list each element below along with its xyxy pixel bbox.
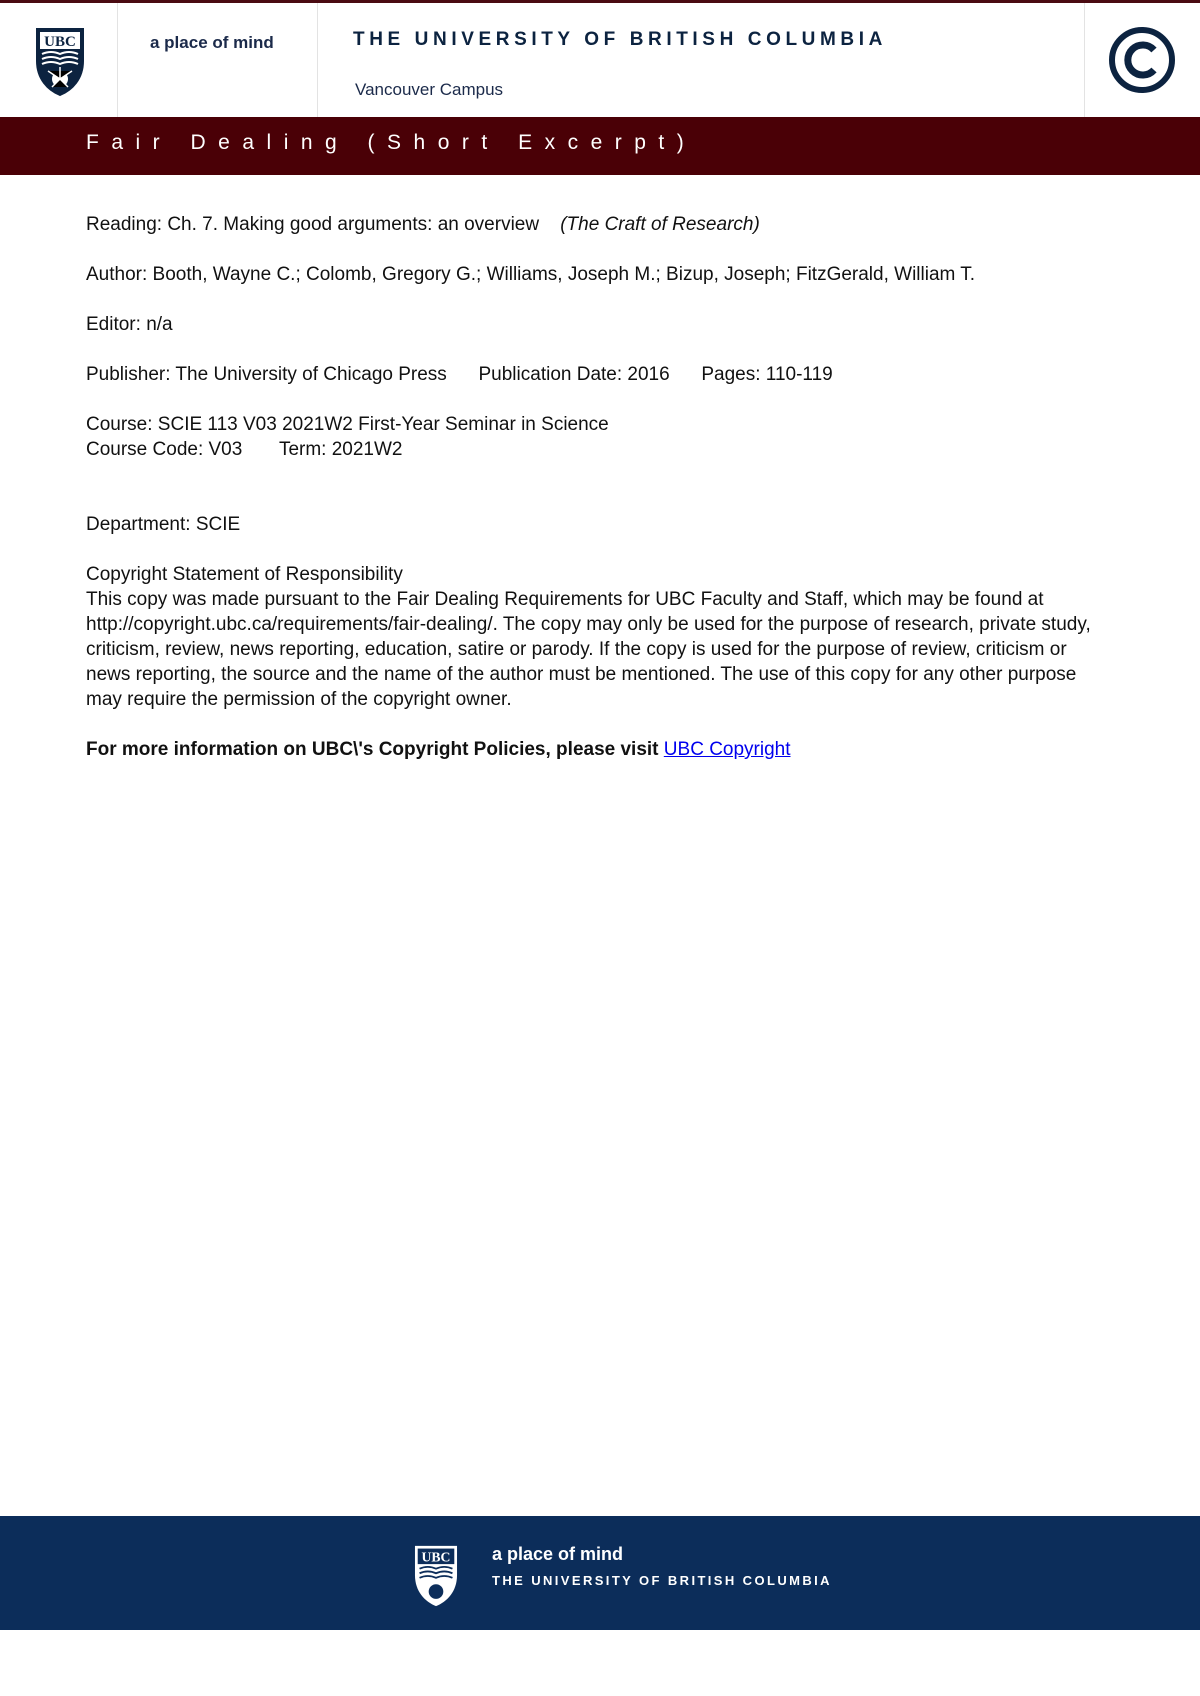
- page-footer: [0, 1516, 1200, 1630]
- copyright-statement: This copy was made pursuant to the Fair Dealing Requirements for UBC Faculty and Staff, which may be found at http://copyright.ubc.ca/requirements/fair-dealing/. The copy may only be used for the purpose of research, private study, criticism, review, news reporting, education, satire or parody. If the copy is used for the purpose of review, criticism or news reporting, the source and the name of the author must be mentioned. The use of this copy for any other purpose may require the permission of the copyright owner.: [86, 589, 1091, 710]
- crest-logo-text: UBC: [44, 34, 76, 50]
- footer-tagline: a place of mind: [492, 1544, 624, 1564]
- copyright-heading: Copyright Statement of Responsibility: [86, 564, 403, 585]
- department-line: Department: SCIE: [86, 514, 241, 535]
- reading-source: (The Craft of Research): [560, 214, 760, 235]
- campus-name: Vancouver Campus: [355, 80, 504, 99]
- header-name-cell: [317, 3, 1085, 117]
- publisher-line: [86, 362, 1116, 387]
- author-line: Author: Booth, Wayne C.; Colomb, Gregory G.; Williams, Joseph M.; Bizup, Joseph; FitzGerald, William T.: [86, 264, 976, 285]
- document-content: [86, 212, 1116, 762]
- ubc-crest-icon: [34, 27, 86, 97]
- title-banner: [0, 117, 1200, 175]
- ubc-copyright-link[interactable]: UBC Copyright: [663, 739, 791, 760]
- footer-crest-logo-text: UBC: [421, 1549, 451, 1565]
- banner-title: Fair Dealing (Short Excerpt): [86, 131, 697, 154]
- more-info-line: [86, 737, 1116, 762]
- header-logo-cell: [0, 3, 118, 117]
- editor-line: Editor: n/a: [86, 314, 173, 335]
- publisher: Publisher: The University of Chicago Press: [86, 364, 447, 385]
- reading-line: [86, 212, 1116, 237]
- pages: Pages: 110-119: [701, 364, 833, 385]
- more-info-text: For more information on UBC\'s Copyright Policies, please visit: [86, 739, 659, 760]
- publication-date: Publication Date: 2016: [478, 364, 670, 385]
- header-copyright-cell: [1084, 3, 1200, 117]
- page-header: [0, 3, 1200, 117]
- course-code: Course Code: V03: [86, 439, 243, 460]
- university-name: THE UNIVERSITY OF BRITISH COLUMBIA: [353, 29, 887, 50]
- course-code-line: [86, 437, 1116, 462]
- tagline: a place of mind: [150, 33, 274, 52]
- reading-label: Reading: Ch. 7. Making good arguments: an overview: [86, 214, 540, 235]
- ubc-crest-icon: [412, 1544, 460, 1608]
- header-tagline-cell: [117, 3, 318, 117]
- term: Term: 2021W2: [278, 439, 403, 460]
- course-line: Course: SCIE 113 V03 2021W2 First-Year Seminar in Science: [86, 414, 609, 435]
- footer-university-name: THE UNIVERSITY OF BRITISH COLUMBIA: [492, 1573, 832, 1588]
- copyright-icon: [1107, 25, 1177, 95]
